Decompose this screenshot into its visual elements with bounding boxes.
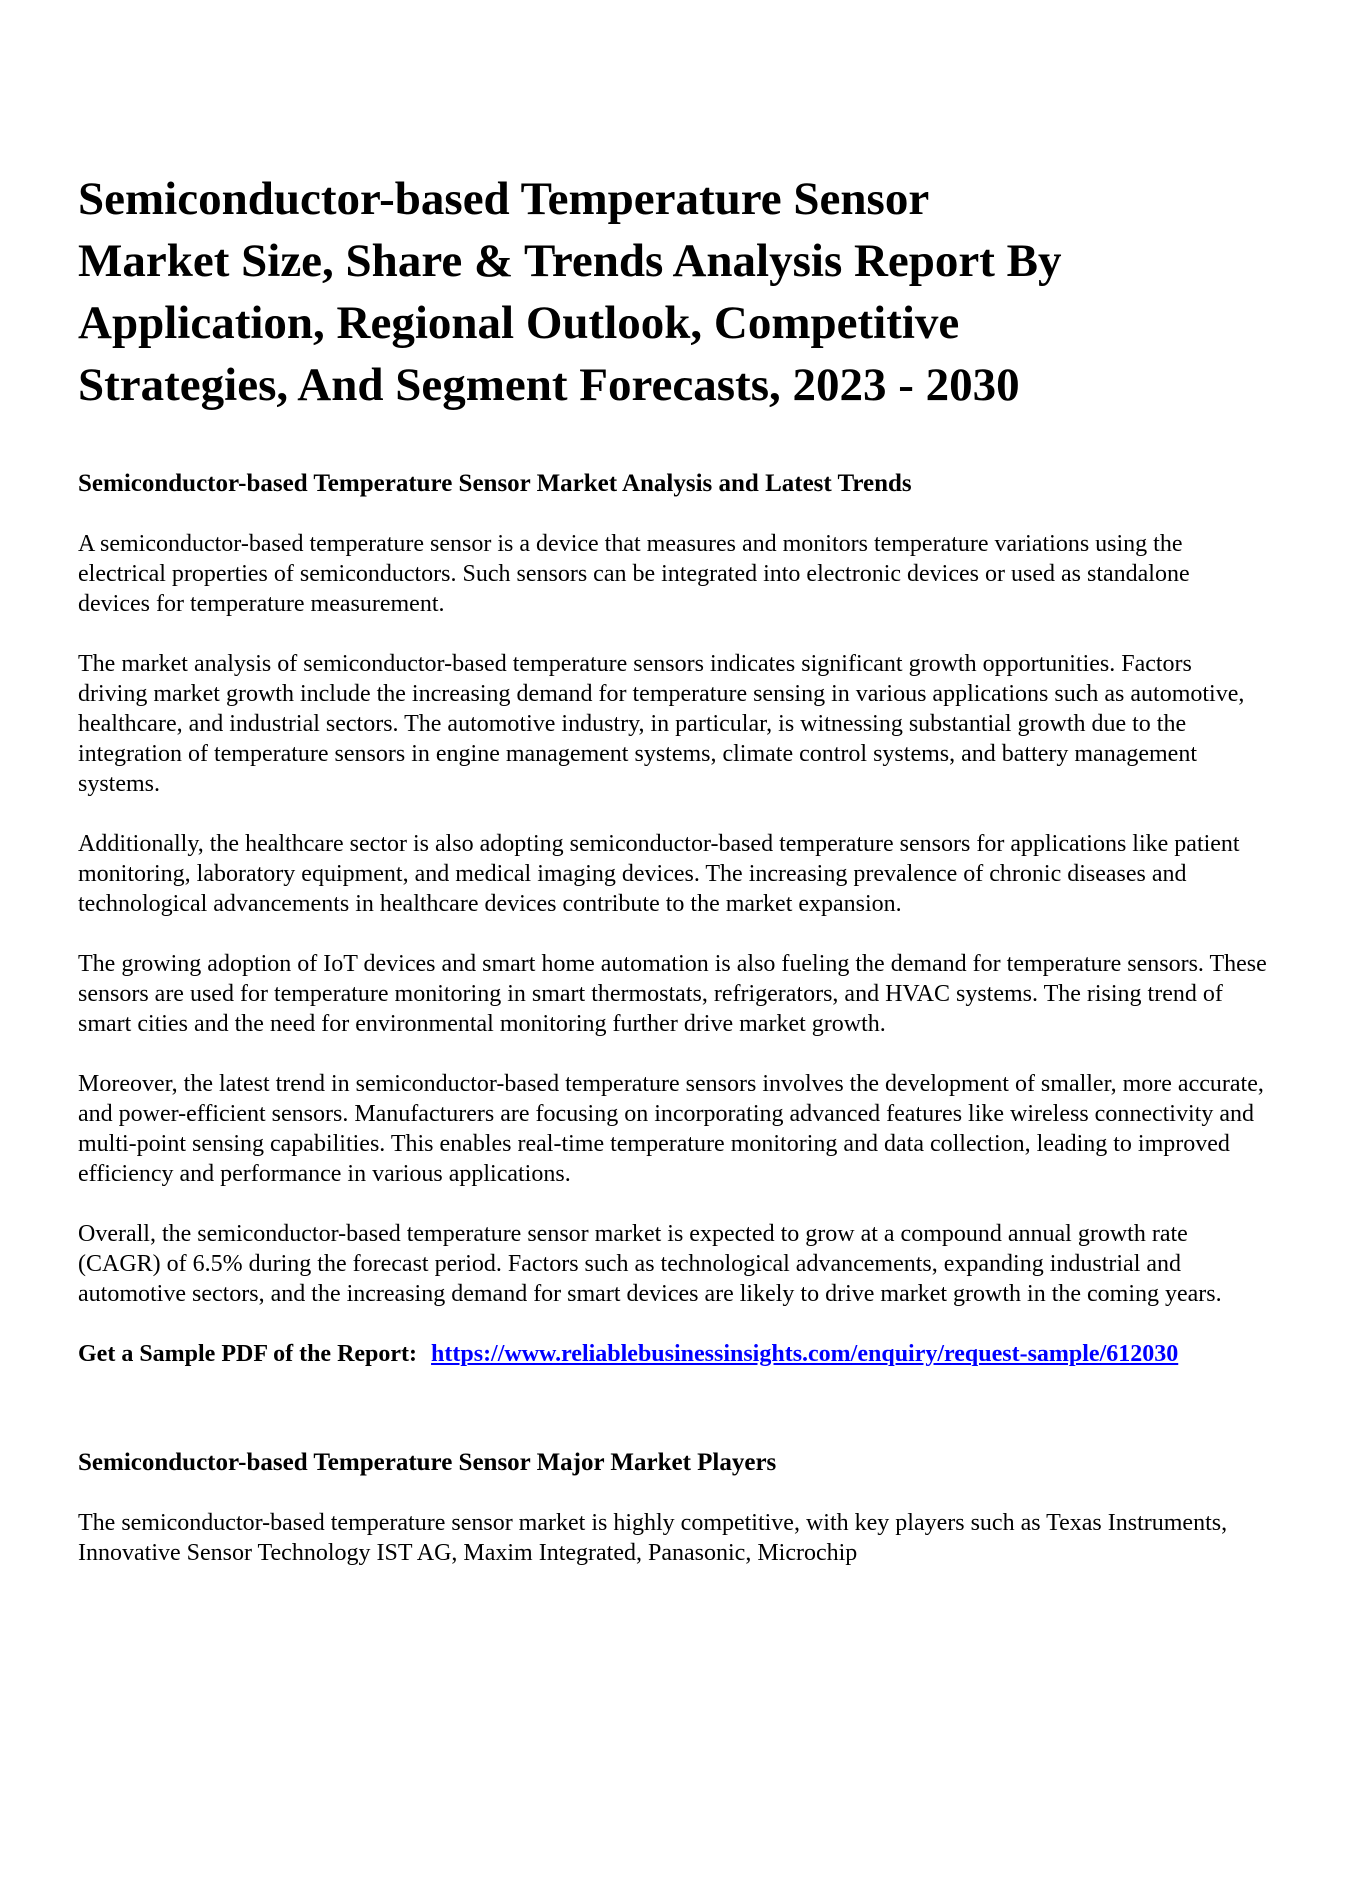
page-title-line-2: Market Size, Share & Trends Analysis Report By [78,235,1062,287]
paragraph-market-players: The semiconductor-based temperature sensor market is highly competitive, with key players such as Texas Instruments, Innovative Sensor Technology IST AG, Maxim Integrated, Panasonic, Microchip [78,1510,1228,1566]
page-title-line-3: Application, Regional Outlook, Competitive [78,297,960,349]
sample-report-link[interactable]: https://www.reliablebusinessinsights.com/enquiry/request-sample/612030 [431,1341,1179,1367]
sample-report-label: Get a Sample PDF of the Report: [78,1341,418,1367]
page-title-line-4: Strategies, And Segment Forecasts, 2023 - 2030 [78,359,1020,411]
page-title [78,0,1267,416]
paragraph-market-analysis: The market analysis of semiconductor-based temperature sensors indicates significant growth opportunities. Factors driving market growth include the increasing demand for temperature sensing in various applications such as automotive, healthcare, and industrial sectors. The automotive industry, in particular, is witnessing substantial growth due to the integration of temperature sensors in engine management systems, climate control systems, and battery management systems. [78,651,1245,797]
paragraph-healthcare-adoption: Additionally, the healthcare sector is also adopting semiconductor-based temperature sensors for applications like patient monitoring, laboratory equipment, and medical imaging devices. The increasing prevalence of chronic diseases and technological advancements in healthcare devices contribute to the market expansion. [78,831,1240,917]
sample-report-row [78,1339,1267,1369]
paragraph-cagr-outlook: Overall, the semiconductor-based temperature sensor market is expected to grow at a compound annual growth rate (CAGR) of 6.5% during the forecast period. Factors such as technological advancements, expanding industrial and automotive sectors, and the increasing demand for smart devices are likely to drive market growth in the coming years. [78,1221,1222,1307]
page-title-line-1: Semiconductor-based Temperature Sensor [78,173,930,225]
section-heading-analysis-and-trends: Semiconductor-based Temperature Sensor Market Analysis and Latest Trends [78,470,912,497]
section-heading-major-market-players: Semiconductor-based Temperature Sensor Major Market Players [78,1449,777,1476]
paragraph-latest-trend: Moreover, the latest trend in semiconductor-based temperature sensors involves the development of smaller, more accurate, and power-efficient sensors. Manufacturers are focusing on incorporating advanced features like wireless connectivity and multi-point sensing capabilities. This enables real-time temperature monitoring and data collection, leading to improved efficiency and performance in various applications. [78,1071,1264,1187]
paragraph-iot-adoption: The growing adoption of IoT devices and smart home automation is also fueling the demand for temperature sensors. These sensors are used for temperature monitoring in smart thermostats, refrigerators, and HVAC systems. The rising trend of smart cities and the need for environmental monitoring further drive market growth. [78,951,1267,1037]
paragraph-sensor-definition: A semiconductor-based temperature sensor is a device that measures and monitors temperature variations using the electrical properties of semiconductors. Such sensors can be integrated into electronic devices or used as standalone devices for temperature measurement. [78,531,1190,617]
